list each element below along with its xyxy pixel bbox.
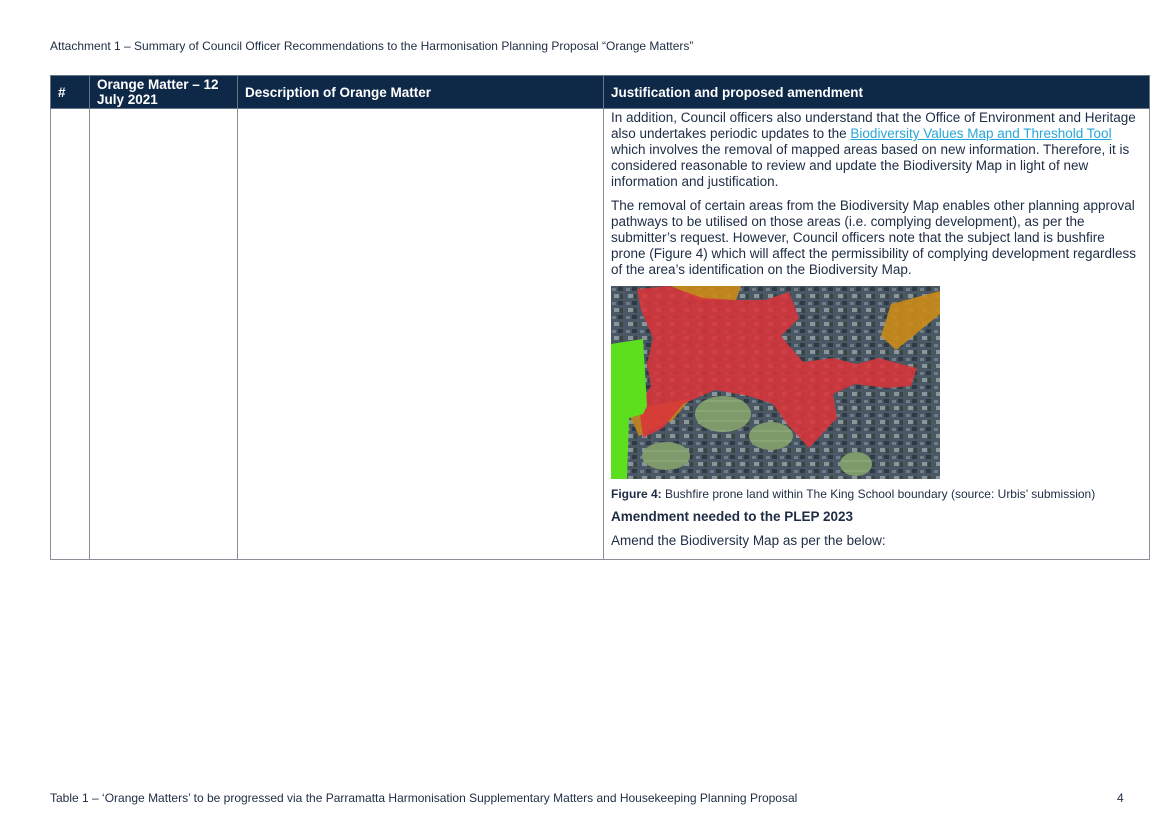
cell-date	[90, 109, 238, 560]
table-row	[51, 109, 1150, 560]
page-number: 4	[1117, 791, 1124, 805]
column-header-description: Description of Orange Matter	[238, 76, 604, 109]
document-footer: Table 1 – ‘Orange Matters’ to be progressed via the Parramatta Harmonisation Supplementary Matters and Housekeeping Planning Proposal	[50, 791, 798, 805]
figure-caption-label: Figure 4:	[611, 487, 662, 501]
table-header-row	[51, 76, 1150, 109]
column-header-date: Orange Matter – 12 July 2021	[90, 76, 238, 109]
column-header-number: #	[51, 76, 90, 109]
cell-justification	[604, 109, 1150, 560]
paragraph-1-text-end: which involves the removal of mapped areas based on new information. Therefore, it is considered reasonable to review and update the Biodiversity Map in light of new information and justification.	[611, 142, 1130, 189]
justification-paragraph-1	[611, 110, 1143, 190]
biodiversity-values-map-link[interactable]: Biodiversity Values Map and Threshold Tool	[850, 126, 1112, 141]
bushfire-map-graphic	[611, 286, 940, 479]
orange-matters-table	[50, 75, 1150, 560]
amendment-text: Amend the Biodiversity Map as per the below:	[611, 533, 886, 548]
bushfire-map-image	[611, 286, 940, 479]
column-header-justification: Justification and proposed amendment	[604, 76, 1150, 109]
document-header: Attachment 1 – Summary of Council Officer Recommendations to the Harmonisation Planning Proposal “Orange Matters”	[50, 39, 694, 53]
sports-field	[695, 396, 751, 432]
sports-field	[749, 422, 793, 450]
figure-caption-text: Bushfire prone land within The King School boundary (source: Urbis’ submission)	[661, 487, 1096, 501]
sports-field	[840, 452, 872, 476]
justification-paragraph-2: The removal of certain areas from the Biodiversity Map enables other planning approval pathways to be utilised on those areas (i.e. complying development), as per the submitter’s request. However, Council officers note that the subject land is bushfire prone (Figure 4) which will affect the permissibility of complying development regardless of the area’s identification on the Biodiversity Map.	[611, 198, 1136, 277]
paragraph-1-text-start: In addition, Council officers also understand that the Office of Environment and Heritage also undertakes periodic updates to the	[611, 110, 1136, 141]
sports-field	[642, 442, 690, 470]
amendment-heading: Amendment needed to the PLEP 2023	[611, 509, 854, 524]
cell-description	[238, 109, 604, 560]
cell-number	[51, 109, 90, 560]
figure-caption	[611, 487, 1143, 501]
